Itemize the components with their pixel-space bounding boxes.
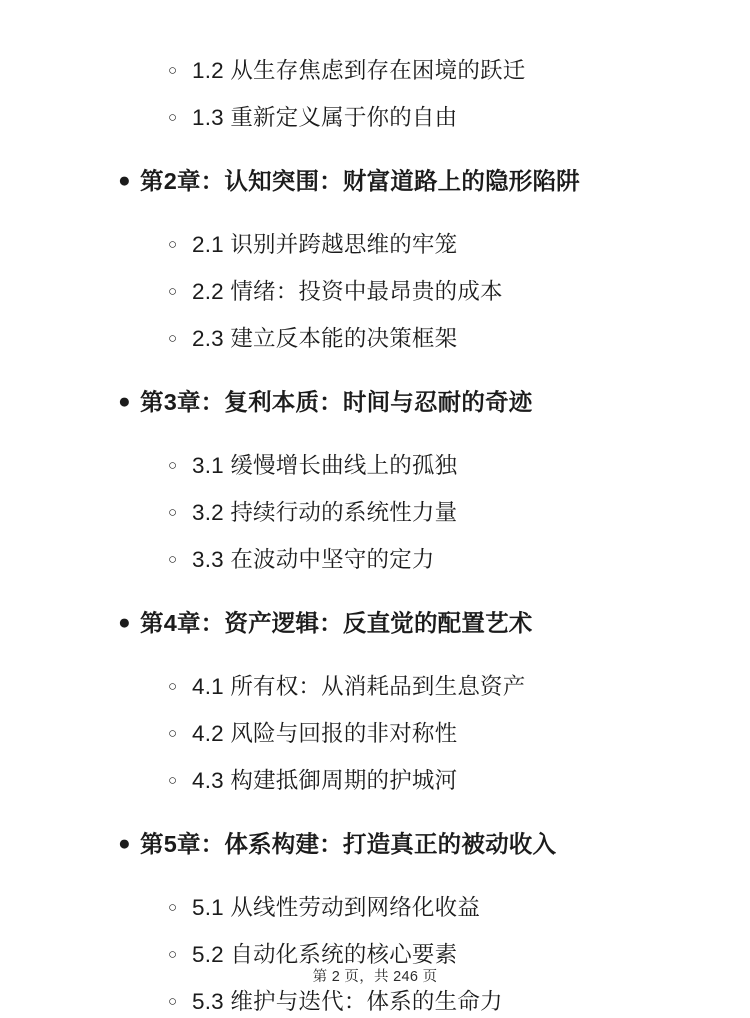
toc-section-entry[interactable] [168, 717, 690, 750]
toc-chapter-entry[interactable] [118, 827, 690, 861]
toc-entry-label: 第3章：复利本质：时间与忍耐的奇迹 [140, 389, 533, 415]
toc-section-entry[interactable] [168, 543, 690, 576]
toc-section-entry[interactable] [168, 54, 690, 87]
toc-entry-label: 4.2 风险与回报的非对称性 [192, 721, 458, 746]
hollow-bullet-icon: ○ [168, 457, 178, 474]
filled-bullet-icon: ● [118, 611, 131, 634]
filled-bullet-icon: ● [118, 390, 131, 413]
toc-chapter-entry[interactable] [118, 164, 690, 198]
toc-entry-label: 3.3 在波动中坚守的定力 [192, 547, 435, 572]
hollow-bullet-icon: ○ [168, 725, 178, 742]
toc-chapter-entry[interactable] [118, 606, 690, 640]
filled-bullet-icon: ● [118, 832, 131, 855]
hollow-bullet-icon: ○ [168, 504, 178, 521]
hollow-bullet-icon: ○ [168, 678, 178, 695]
toc-section-entry[interactable] [168, 101, 690, 134]
toc-section-entry[interactable] [168, 985, 690, 1018]
toc-section-entry[interactable] [168, 891, 690, 924]
toc-entry-label: 4.3 构建抵御周期的护城河 [192, 768, 458, 793]
toc-section-entry[interactable] [168, 228, 690, 261]
toc-section-entry[interactable] [168, 449, 690, 482]
hollow-bullet-icon: ○ [168, 330, 178, 347]
toc-entry-label: 2.1 识别并跨越思维的牢笼 [192, 232, 458, 257]
table-of-contents [60, 54, 690, 1018]
toc-section-entry[interactable] [168, 322, 690, 355]
toc-entry-label: 第4章：资产逻辑：反直觉的配置艺术 [140, 610, 533, 636]
toc-entry-label: 4.1 所有权：从消耗品到生息资产 [192, 674, 526, 699]
toc-entry-label: 2.3 建立反本能的决策框架 [192, 326, 458, 351]
toc-section-entry[interactable] [168, 764, 690, 797]
toc-entry-label: 5.2 自动化系统的核心要素 [192, 942, 458, 967]
toc-entry-label: 2.2 情绪：投资中最昂贵的成本 [192, 279, 503, 304]
hollow-bullet-icon: ○ [168, 899, 178, 916]
toc-section-entry[interactable] [168, 275, 690, 308]
toc-section-entry[interactable] [168, 496, 690, 529]
toc-entry-label: 5.3 维护与迭代：体系的生命力 [192, 989, 503, 1014]
toc-entry-label: 第5章：体系构建：打造真正的被动收入 [140, 831, 557, 857]
hollow-bullet-icon: ○ [168, 772, 178, 789]
toc-entry-label: 1.2 从生存焦虑到存在困境的跃迁 [192, 58, 526, 83]
hollow-bullet-icon: ○ [168, 236, 178, 253]
hollow-bullet-icon: ○ [168, 109, 178, 126]
hollow-bullet-icon: ○ [168, 946, 178, 963]
filled-bullet-icon: ● [118, 169, 131, 192]
hollow-bullet-icon: ○ [168, 62, 178, 79]
toc-entry-label: 1.3 重新定义属于你的自由 [192, 105, 458, 130]
hollow-bullet-icon: ○ [168, 551, 178, 568]
page-footer: 第 2 页，共 246 页 [312, 969, 438, 985]
toc-entry-label: 5.1 从线性劳动到网络化收益 [192, 895, 481, 920]
hollow-bullet-icon: ○ [168, 993, 178, 1010]
toc-entry-label: 3.2 持续行动的系统性力量 [192, 500, 458, 525]
toc-entry-label: 第2章：认知突围：财富道路上的隐形陷阱 [140, 168, 580, 194]
toc-section-entry[interactable] [168, 670, 690, 703]
toc-entry-label: 3.1 缓慢增长曲线上的孤独 [192, 453, 458, 478]
toc-chapter-entry[interactable] [118, 385, 690, 419]
hollow-bullet-icon: ○ [168, 283, 178, 300]
